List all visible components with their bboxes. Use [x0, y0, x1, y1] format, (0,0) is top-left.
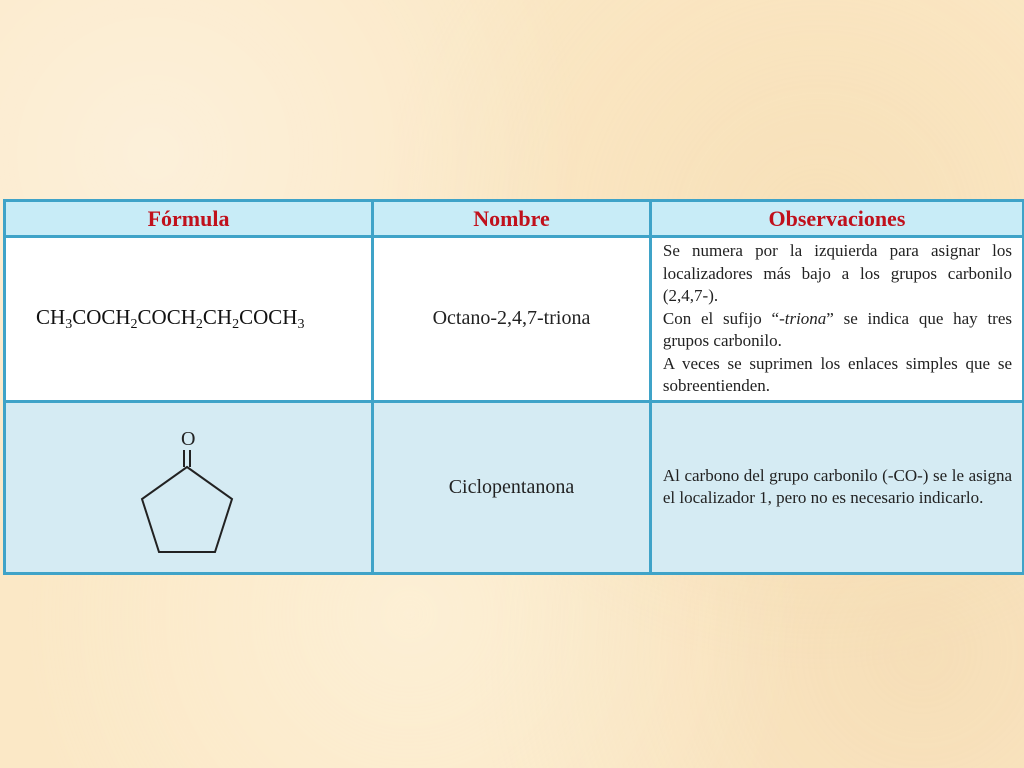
- observations-cell: [650, 401, 1023, 573]
- cyclopentanone-structure: [129, 417, 249, 557]
- header-formula: Fórmula: [5, 201, 373, 237]
- table-header-row: [5, 201, 1024, 237]
- formula-subscript: 2: [195, 316, 203, 332]
- condensed-formula: [6, 305, 371, 333]
- observation-text: Se numera por la izquierda para asignar los localizadores más bajo a los grupos carbonilo (2,4,7-).: [662, 241, 1012, 305]
- formula-subscript: 3: [65, 316, 73, 332]
- formula-part: COCH: [72, 304, 131, 329]
- formula-subscript: 2: [130, 316, 138, 332]
- observation-text: Al carbono del grupo carbonilo (-CO-) se le asigna el localizador 1, pero no es necesario indicarlo.: [662, 465, 1012, 507]
- ring-pentagon: [142, 467, 232, 552]
- observation-text: [663, 308, 1012, 353]
- oxygen-label: O: [180, 428, 195, 450]
- header-name: Nombre: [373, 201, 651, 237]
- compound-name: Ciclopentanona: [373, 401, 651, 573]
- formula-part: COCH: [137, 304, 196, 329]
- table-row: [5, 401, 1024, 573]
- formula-part: CH: [202, 304, 233, 329]
- formula-part: COCH: [239, 304, 298, 329]
- compound-name: Octano-2,4,7-triona: [373, 237, 651, 402]
- observation-fragment: ” se indica que hay tres grupos carbonilo.: [662, 308, 1012, 350]
- structure-cell: [5, 401, 373, 573]
- observation-fragment: Con el sufijo “: [662, 308, 780, 328]
- formula-subscript: 3: [297, 316, 305, 332]
- table-row: [5, 237, 1024, 402]
- observations-cell: [650, 237, 1023, 402]
- formula-cell: [5, 237, 373, 402]
- nomenclature-table: [3, 199, 1024, 575]
- header-observations: Observaciones: [650, 201, 1023, 237]
- observation-text: A veces se suprimen los enlaces simples que se sobreentienden.: [662, 353, 1012, 395]
- suffix-italic: -triona: [779, 308, 827, 328]
- formula-subscript: 2: [232, 316, 240, 332]
- formula-part: CH: [36, 304, 66, 329]
